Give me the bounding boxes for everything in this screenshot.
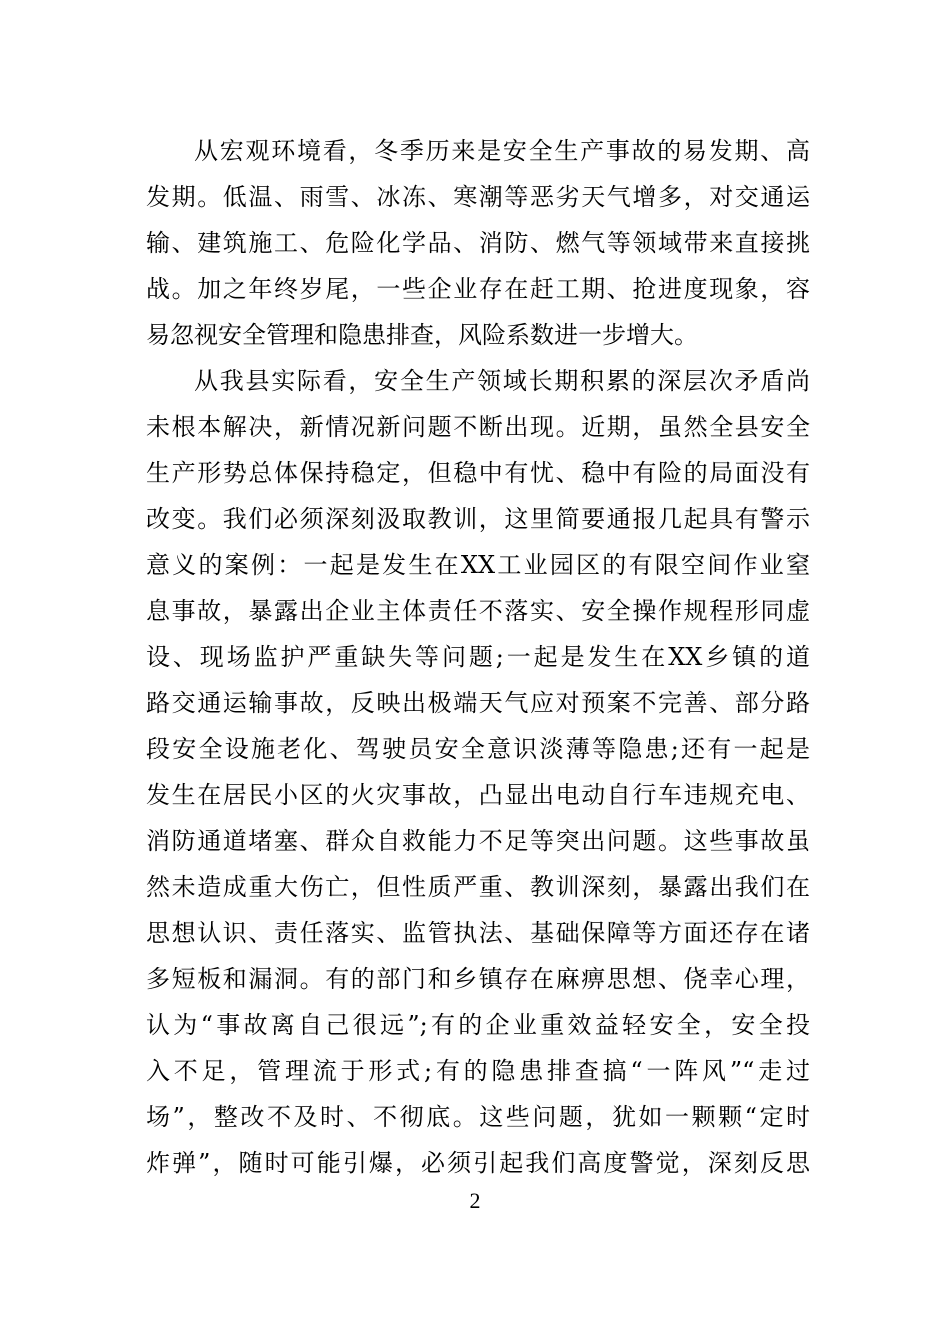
text-line: 思想认识、责任落实、监管执法、基础保障等方面还存在诸 [146,919,810,947]
text-line: 未根本解决，新情况新问题不断出现。近期，虽然全县安全 [146,413,810,441]
text-line: 多短板和漏洞。有的部门和乡镇存在麻痹思想、侥幸心理， [146,965,810,993]
text-line: 从宏观环境看，冬季历来是安全生产事故的易发期、高 [194,137,810,165]
text-line: 输、建筑施工、危险化学品、消防、燃气等领域带来直接挑 [146,229,810,257]
text-line: 炸弹”，随时可能引爆，必须引起我们高度警觉，深刻反思 [146,1149,810,1177]
text-line: 然未造成重大伤亡，但性质严重、教训深刻，暴露出我们在 [146,873,810,901]
text-line: 段安全设施老化、驾驶员安全意识淡薄等隐患;还有一起是 [146,735,810,763]
page-number: 2 [469,1188,481,1213]
text-line: 发生在居民小区的火灾事故，凸显出电动自行车违规充电、 [146,781,810,809]
text-line: 战。加之年终岁尾，一些企业存在赶工期、抢进度现象，容 [146,275,810,303]
text-line: 认为“事故离自己很远”;有的企业重效益轻安全，安全投 [146,1011,810,1039]
body-text [146,128,810,1186]
text-line: 改变。我们必须深刻汲取教训，这里简要通报几起具有警示 [146,505,810,533]
text-line: 生产形势总体保持稳定，但稳中有忧、稳中有险的局面没有 [146,459,810,487]
text-line: 入不足，管理流于形式;有的隐患排查搞“一阵风”“走过 [146,1057,810,1085]
text-line: 意义的案例：一起是发生在XX工业园区的有限空间作业窒 [146,551,810,579]
paragraph-macro-environment [146,128,810,358]
paragraph-county-situation [146,358,810,1186]
text-line: 发期。低温、雨雪、冰冻、寒潮等恶劣天气增多，对交通运 [146,183,810,211]
text-line: 从我县实际看，安全生产领域长期积累的深层次矛盾尚 [194,367,810,395]
text-line: 路交通运输事故，反映出极端天气应对预案不完善、部分路 [146,689,810,717]
text-line: 易忽视安全管理和隐患排查，风险系数进一步增大。 [146,321,698,349]
text-line: 消防通道堵塞、群众自救能力不足等突出问题。这些事故虽 [146,827,810,855]
text-line: 息事故，暴露出企业主体责任不落实、安全操作规程形同虚 [146,597,810,625]
text-line: 设、现场监护严重缺失等问题;一起是发生在XX乡镇的道 [146,643,810,671]
text-line: 场”，整改不及时、不彻底。这些问题，犹如一颗颗“定时 [146,1103,810,1131]
